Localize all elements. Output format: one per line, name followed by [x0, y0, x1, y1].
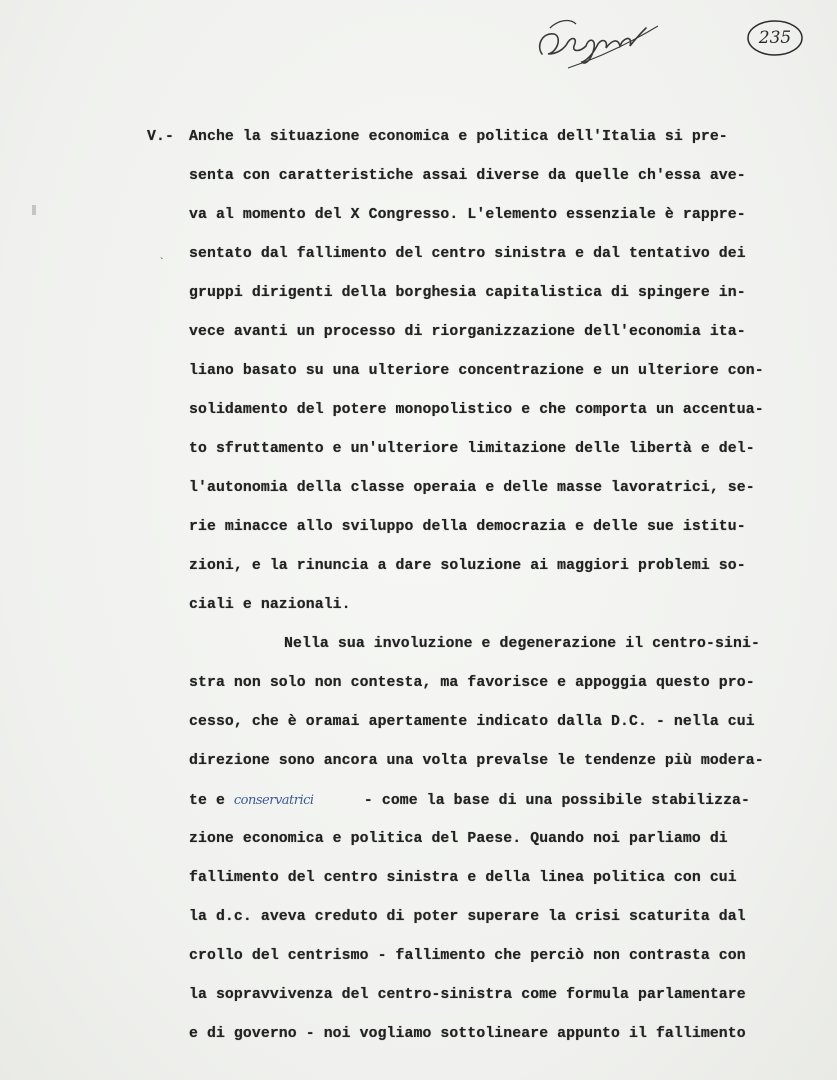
handwritten-annotation: [528, 8, 668, 78]
paragraph-start-line: Nella sua involuzione e degenerazione il centro-sini-: [284, 636, 760, 652]
section-label: V.-: [147, 129, 174, 145]
text-line: cesso, che è oramai apertamente indicato dalla D.C. - nella cui: [189, 714, 755, 730]
text-line: e di governo - noi vogliamo sottolineare appunto il fallimento: [189, 1026, 746, 1042]
text-line: zioni, e la rinuncia a dare soluzione ai maggiori problemi so-: [189, 558, 746, 574]
text-line: rie minacce allo sviluppo della democrazia e delle sue istitu-: [189, 519, 746, 535]
text-line: sentato dal fallimento del centro sinistra e dal tentativo dei: [189, 246, 746, 262]
text-line: l'autonomia della classe operaia e delle masse lavoratrici, se-: [189, 480, 755, 496]
text-line: crollo del centrismo - fallimento che perciò non contrasta con: [189, 948, 746, 964]
text-line: vece avanti un processo di riorganizzazione dell'economia ita-: [189, 324, 746, 340]
text-line: liano basato su una ulteriore concentrazione e un ulteriore con-: [189, 363, 764, 379]
text-line: senta con caratteristiche assai diverse da quelle ch'essa ave-: [189, 168, 746, 184]
text-line: la sopravvivenza del centro-sinistra come formula parlamentare: [189, 987, 746, 1003]
text-line: direzione sono ancora una volta prevalse le tendenze più modera-: [189, 753, 764, 769]
text-line: to sfruttamento e un'ulteriore limitazione delle libertà e del-: [189, 441, 755, 457]
text-line: fallimento del centro sinistra e della linea politica con cui: [189, 870, 737, 886]
scan-speck: [32, 205, 36, 215]
text-line: zione economica e politica del Paese. Quando noi parliamo di: [189, 831, 728, 847]
text-line: solidamento del potere monopolistico e che comporta un accentua-: [189, 402, 764, 418]
text-line: la d.c. aveva creduto di poter superare la crisi scaturita dal: [189, 909, 746, 925]
text-line: va al momento del X Congresso. L'elemento essenziale è rappre-: [189, 207, 746, 223]
stray-pen-mark: `: [158, 256, 166, 270]
typed-body-text: [147, 118, 827, 1054]
page-number: [745, 18, 805, 58]
text-line: te e conservatrici - come la base di una possibile stabilizza-: [147, 781, 827, 820]
text-line: ciali e nazionali.: [189, 597, 351, 613]
text-line: gruppi dirigenti della borghesia capitalistica di spingere in-: [189, 285, 746, 301]
page-number-text: 235: [758, 28, 792, 48]
handwritten-signature-graphic: [528, 8, 668, 78]
text-line: stra non solo non contesta, ma favorisce e appoggia questo pro-: [189, 675, 755, 691]
handwritten-insertion: conservatrici: [233, 793, 314, 808]
text-line: V.- Anche la situazione economica e politica dell'Italia si pre-: [147, 118, 827, 157]
